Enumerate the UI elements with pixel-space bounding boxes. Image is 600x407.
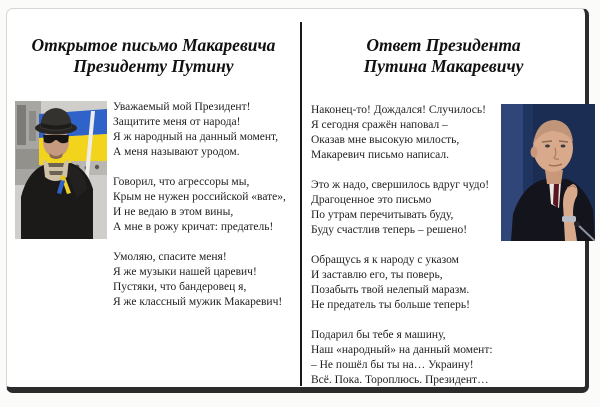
poem-line: Я сегодня сражён наповал – <box>311 119 448 131</box>
poem-line: Умоляю, спасите меня! <box>113 251 227 263</box>
poem-line: Говорил, что агрессоры мы, <box>113 176 250 188</box>
makarevich-photo <box>15 101 107 239</box>
poem-line: Защитите меня от народа! <box>113 116 241 128</box>
poem-line: Драгоценное это письмо <box>311 194 432 206</box>
poem-line: Это ж надо, свершилось вдруг чудо! <box>311 179 490 191</box>
poem-line: Крым не нужен российской «вате», <box>113 191 286 203</box>
poem-line: А мне в рожу кричат: предатель! <box>113 221 274 233</box>
poem-line: Позабыть твой нелепый маразм. <box>311 284 470 296</box>
left-stanza-3 <box>113 250 299 310</box>
watch-icon <box>562 216 576 222</box>
right-column-title <box>302 35 585 77</box>
poem-line: Обращусь я к народу с указом <box>311 254 459 266</box>
right-poem <box>311 103 499 403</box>
poem-line: Уважаемый мой Президент! <box>113 101 251 113</box>
poem-line: Оказав мне высокую милость, <box>311 134 460 146</box>
left-stanza-1 <box>113 100 299 160</box>
poem-line: И заставлю его, ты поверь, <box>311 269 443 281</box>
right-stanza-4 <box>311 328 499 388</box>
poem-line: Буду счастлив теперь – решено! <box>311 224 468 236</box>
left-column-title <box>7 35 300 77</box>
poem-line: А меня называют уродом. <box>113 146 240 158</box>
tie <box>553 184 559 208</box>
poem-line: И не ведаю в этом вины, <box>113 206 234 218</box>
poem-line: Пустяки, что бандеровец я, <box>113 281 247 293</box>
left-title-line2: Президенту Путину <box>73 56 234 76</box>
left-title-line1: Открытое письмо Макаревича <box>31 35 276 55</box>
right-stanza-1 <box>311 103 499 163</box>
poem-line: Я же музыки нашей царевич! <box>113 266 257 278</box>
right-stanza-2 <box>311 178 499 238</box>
poem-line: Я же классный мужик Макаревич! <box>113 296 283 308</box>
putin-photo <box>501 104 595 241</box>
letter-card <box>6 8 589 393</box>
left-poem <box>113 100 299 325</box>
poem-line: Наш «народный» на данный момент: <box>311 344 493 356</box>
right-title-line2: Путина Макаревичу <box>363 56 524 76</box>
poem-line: По утрам перечитывать буду, <box>311 209 454 221</box>
poem-line: Подарил бы тебе я машину, <box>311 329 446 341</box>
poem-line: Наконец-то! Дождался! Случилось! <box>311 104 486 116</box>
poem-line: Не предатель ты больше теперь! <box>311 299 470 311</box>
poem-line: – Не пошёл бы ты на… Украину! <box>311 359 474 371</box>
left-stanza-2 <box>113 175 299 235</box>
right-stanza-3 <box>311 253 499 313</box>
poem-line: Я ж народный на данный момент, <box>113 131 279 143</box>
right-title-line1: Ответ Президента <box>366 35 521 55</box>
poem-line: Всё. Пока. Тороплюсь. Президент… <box>311 374 489 386</box>
poem-line: Макаревич письмо написал. <box>311 149 449 161</box>
